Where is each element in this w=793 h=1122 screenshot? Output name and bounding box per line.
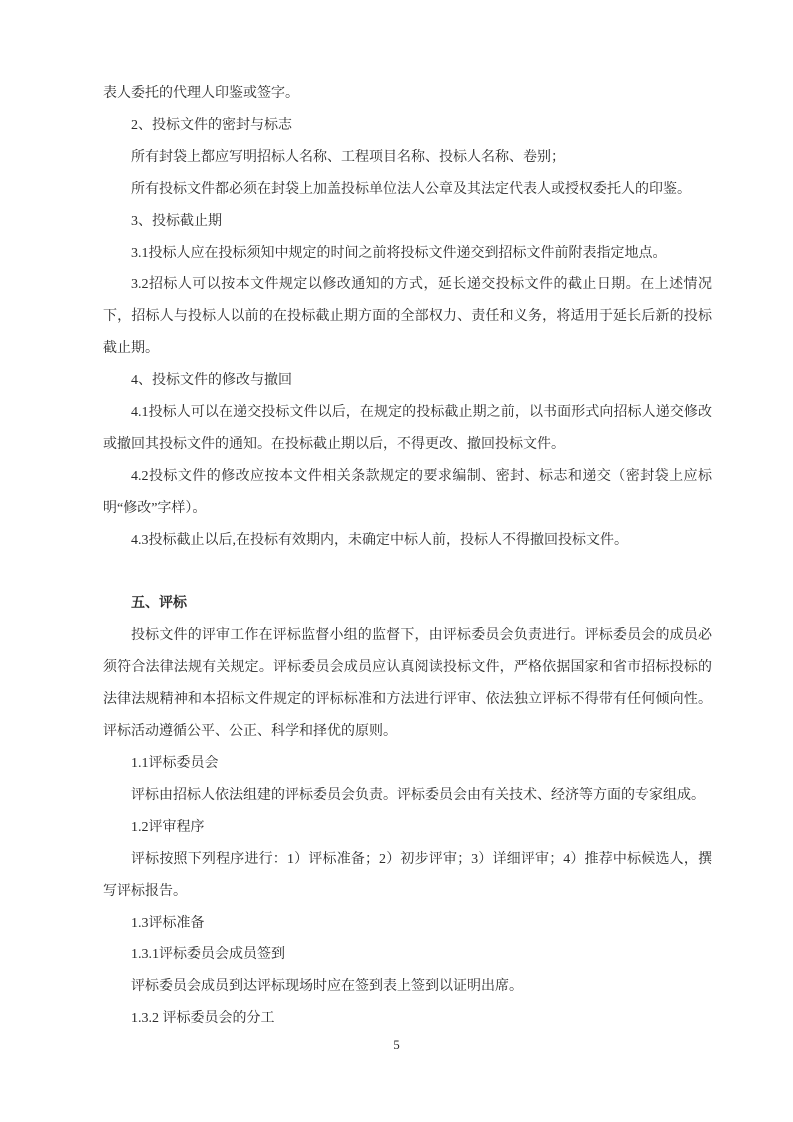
- paragraph: 4.3投标截止以后,在投标有效期内，未确定中标人前，投标人不得撤回投标文件。: [131, 532, 628, 548]
- paragraph: 3、投标截止期: [131, 213, 222, 229]
- paragraph: 表人委托的代理人印鉴或签字。: [103, 86, 299, 101]
- section-heading: 五、评标: [131, 596, 187, 612]
- paragraph: 投标文件的评审工作在评标监督小组的监督下，由评标委员会负责进行。评标委员会的成员必须符合法律法规有关规定。评标委员会成员应认真阅读投标文件，严格依据国家和省市招标投标的法律法规精神和本招标文件规定的评标标准和方法进行评审、依法独立评标不得带有任何倾向性。评标活动遵循公平、公正、科学和择优的原则。: [103, 628, 712, 740]
- document-body: [103, 78, 712, 1035]
- paragraph: 4.2投标文件的修改应按本文件相关条款规定的要求编制、密封、标志和递交（密封袋上应标明“修改”字样）。: [103, 468, 712, 516]
- paragraph: 1.3.1评标委员会成员签到: [131, 947, 285, 963]
- paragraph: 3.1投标人应在投标须知中规定的时间之前将投标文件递交到招标文件前附表指定地点。: [131, 245, 667, 261]
- paragraph: 3.2招标人可以按本文件规定以修改通知的方式，延长递交投标文件的截止日期。在上述情况下，招标人与投标人以前的在投标截止期方面的全部权力、责任和义务，将适用于延长后新的投标截止期。: [103, 277, 712, 357]
- paragraph: 评标按照下列程序进行：1）评标准备；2）初步评审；3）详细评审；4）推荐中标候选人，撰写评标报告。: [103, 851, 712, 899]
- paragraph: 评标委员会成员到达评标现场时应在签到表上签到以证明出席。: [131, 979, 523, 995]
- paragraph: 1.1评标委员会: [131, 756, 219, 772]
- paragraph: 4.1投标人可以在递交投标文件以后，在规定的投标截止期之前，以书面形式向招标人递交修改或撤回其投标文件的通知。在投标截止期以后，不得更改、撤回投标文件。: [103, 405, 712, 452]
- paragraph: 1.2评审程序: [131, 819, 205, 835]
- paragraph: 4、投标文件的修改与撤回: [131, 373, 292, 389]
- paragraph: 所有投标文件都必须在封袋上加盖投标单位法人公章及其法定代表人或授权委托人的印鉴。: [131, 181, 691, 197]
- paragraph: 评标由招标人依法组建的评标委员会负责。评标委员会由有关技术、经济等方面的专家组成。: [131, 787, 705, 803]
- page-number: 5: [393, 1037, 400, 1052]
- paragraph: 2、投标文件的密封与标志: [131, 117, 292, 133]
- paragraph: 1.3评标准备: [131, 915, 205, 931]
- paragraph: 1.3.2 评标委员会的分工: [131, 1011, 275, 1027]
- paragraph: 所有封袋上都应写明招标人名称、工程项目名称、投标人名称、卷别；: [131, 149, 565, 165]
